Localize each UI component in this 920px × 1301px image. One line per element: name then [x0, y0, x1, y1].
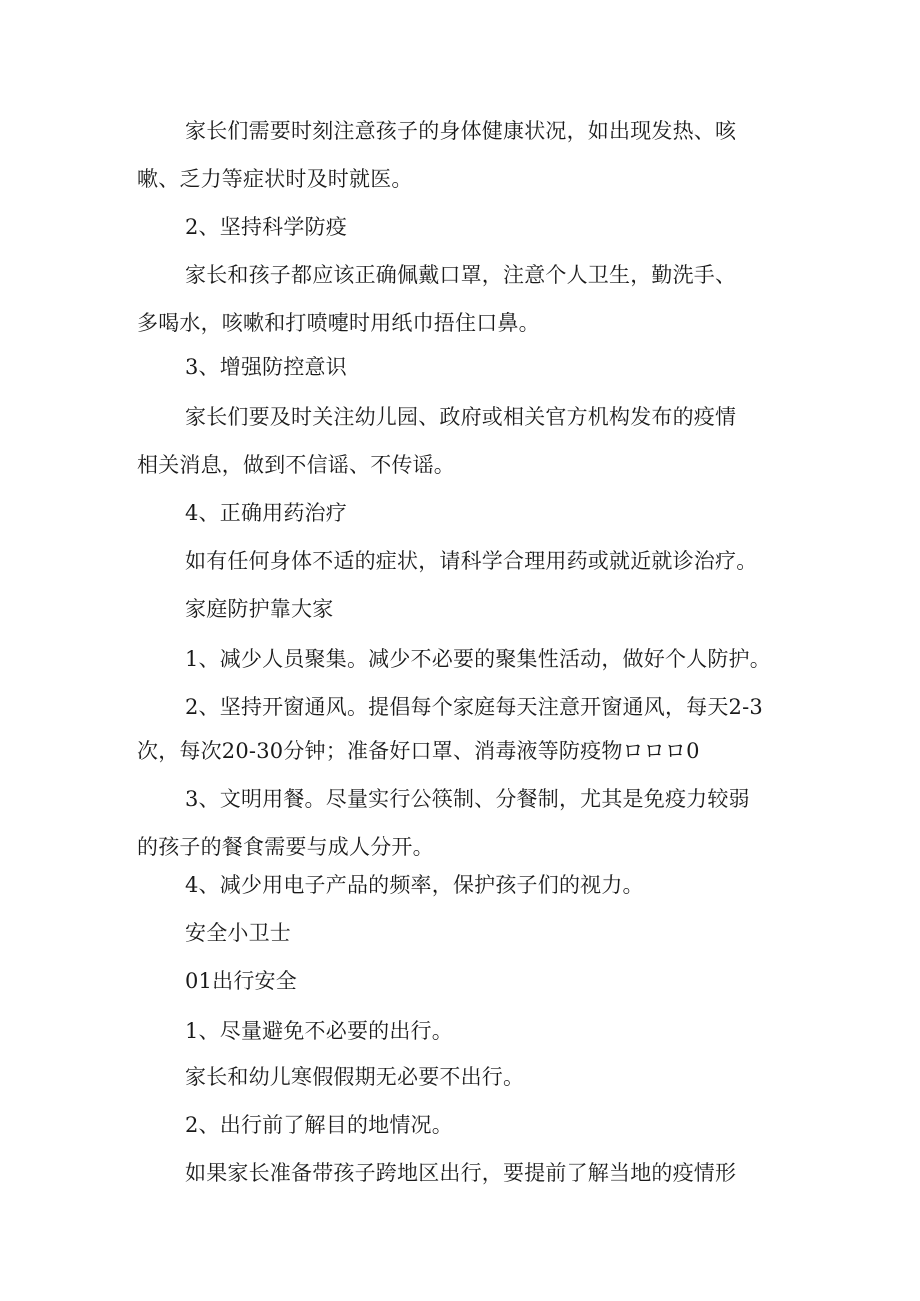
- paragraph-line: 家长和幼儿寒假假期无必要不出行。: [185, 1065, 525, 1089]
- section-heading: 01出行安全: [185, 969, 297, 993]
- section-heading: 2、坚持科学防疫: [185, 215, 347, 239]
- section-heading: 4、正确用药治疗: [185, 501, 347, 525]
- paragraph-line: 相关消息，做到不信谣、不传谣。: [137, 453, 455, 477]
- paragraph-line: 3、文明用餐。尽量实行公筷制、分餐制，尤其是免疫力较弱: [185, 787, 750, 811]
- paragraph-line: 1、尽量避免不必要的出行。: [185, 1019, 453, 1043]
- paragraph-line: 如果家长准备带孩子跨地区出行，要提前了解当地的疫情形: [185, 1161, 737, 1185]
- paragraph-line: 家长和孩子都应该正确佩戴口罩，注意个人卫生，勤洗手、: [185, 263, 737, 287]
- paragraph-line: 1、减少人员聚集。减少不必要的聚集性活动，做好个人防护。: [185, 647, 771, 671]
- paragraph-line: 如有任何身体不适的症状，请科学合理用药或就近就诊治疗。: [185, 549, 758, 573]
- paragraph-line: 家长们要及时关注幼儿园、政府或相关官方机构发布的疫情: [185, 405, 737, 429]
- paragraph-line: 次，每次20-30分钟；准备好口罩、消毒液等防疫物ロロロ0: [137, 739, 700, 763]
- paragraph-line: 多喝水，咳嗽和打喷嚏时用纸巾捂住口鼻。: [137, 311, 540, 335]
- paragraph-line: 家长们需要时刻注意孩子的身体健康状况，如出现发热、咳: [185, 119, 737, 143]
- paragraph-line: 2、出行前了解目的地情况。: [185, 1113, 453, 1137]
- section-heading: 3、增强防控意识: [185, 355, 347, 379]
- section-title: 安全小卫士: [185, 921, 291, 945]
- section-title: 家庭防护靠大家: [185, 597, 334, 621]
- paragraph-line: 4、减少用电子产品的频率，保护孩子们的视力。: [185, 873, 644, 897]
- paragraph-line: 的孩子的餐食需要与成人分开。: [137, 835, 434, 859]
- paragraph-line: 嗽、乏力等症状时及时就医。: [137, 167, 413, 191]
- paragraph-line: 2、坚持开窗通风。提倡每个家庭每天注意开窗通风，每天2-3: [185, 695, 763, 719]
